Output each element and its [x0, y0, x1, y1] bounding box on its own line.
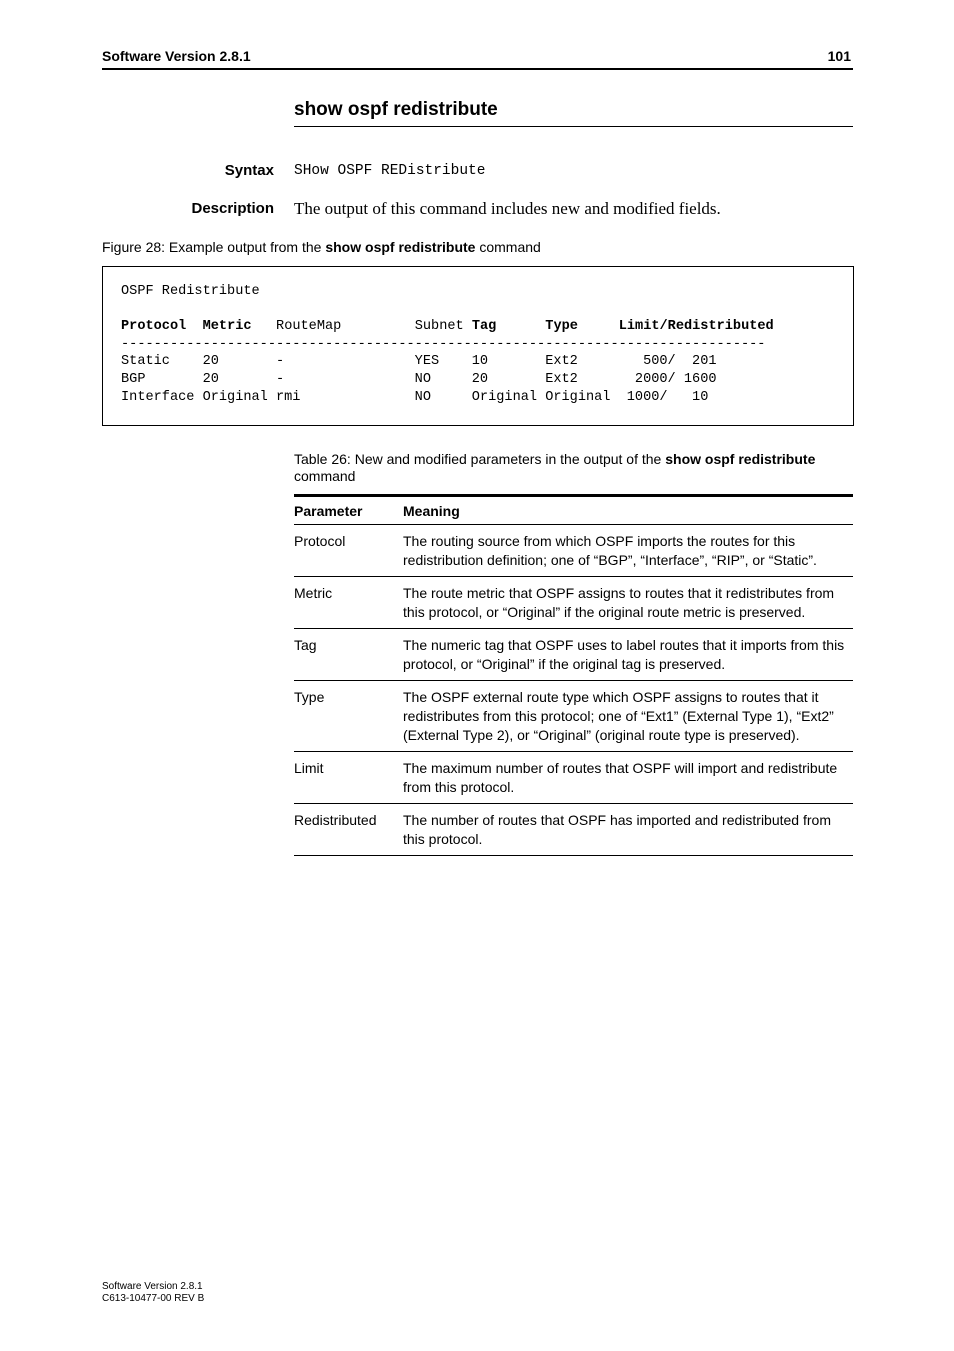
table-cell-parameter: Type — [294, 689, 325, 705]
table-cell-meaning: The routing source from which OSPF imports the routes for this redistribution definition; one of “BGP”, “Interface”, “RIP”, or “Static”. — [403, 533, 817, 568]
column-header-parameter: Parameter — [294, 503, 363, 519]
footer-version: Software Version 2.8.1 — [102, 1281, 203, 1292]
code-row-static: Static 20 - YES 10 Ext2 500/ 201 — [121, 354, 717, 369]
table-row — [294, 629, 853, 681]
code-row-interface: Interface Original rmi NO Original Original 1000/ 10 — [121, 390, 709, 405]
code-title: OSPF Redistribute — [121, 284, 260, 299]
table-cell-parameter: Tag — [294, 637, 317, 653]
figure-output-box — [102, 266, 854, 426]
code-header-row — [121, 318, 774, 336]
figure-caption-command: show ospf redistribute — [325, 239, 476, 255]
table-caption — [294, 451, 854, 485]
table-caption-prefix: Table 26: New and modified parameters in the output of the — [294, 451, 666, 467]
code-header-protocol: Protocol — [121, 319, 187, 334]
table-row — [294, 681, 853, 752]
code-header-type: Type — [545, 319, 578, 334]
header-rule — [102, 68, 853, 70]
section-title: show ospf redistribute — [294, 99, 498, 120]
code-separator: ------------------------------------------------------------------------------- — [121, 337, 766, 352]
code-header-tag: Tag — [471, 319, 497, 334]
code-header-routemap: RouteMap — [276, 319, 342, 334]
table-cell-meaning: The number of routes that OSPF has imported and redistributed from this protocol. — [403, 812, 831, 847]
table-row — [294, 752, 853, 804]
table-header-row — [294, 496, 853, 525]
table-cell-parameter: Limit — [294, 760, 324, 776]
code-header-subnet: Subnet — [414, 319, 464, 334]
table-caption-command: show ospf redistribute — [665, 451, 816, 467]
column-header-meaning: Meaning — [403, 503, 460, 519]
code-header-limit: Limit/Redistributed — [618, 319, 774, 334]
section-title-rule — [294, 126, 853, 127]
description-text: The output of this command includes new and modified fields. — [294, 199, 721, 218]
table-cell-meaning: The route metric that OSPF assigns to routes that it redistributes from this protocol, or “Original” if the original route metric is preserved. — [403, 585, 835, 620]
figure-caption-suffix: command — [475, 239, 541, 255]
table-row — [294, 577, 853, 629]
running-header-title: Software Version 2.8.1 — [102, 48, 251, 64]
table-cell-parameter: Protocol — [294, 533, 346, 549]
description-label: Description — [191, 200, 274, 217]
syntax-value: SHow OSPF REDistribute — [294, 163, 486, 179]
table-cell-meaning: The numeric tag that OSPF uses to label routes that it imports from this protocol, or “Original” if the original tag is preserved. — [403, 637, 845, 672]
figure-caption — [102, 239, 541, 255]
table-cell-parameter: Redistributed — [294, 812, 377, 828]
syntax-label: Syntax — [224, 162, 274, 179]
table-cell-meaning: The maximum number of routes that OSPF will import and redistribute from this protocol. — [403, 760, 838, 795]
table-caption-suffix: command — [294, 468, 356, 484]
page-number: 101 — [827, 48, 851, 64]
table-cell-parameter: Metric — [294, 585, 333, 601]
table-row — [294, 804, 853, 856]
figure-caption-prefix: Figure 28: Example output from the — [102, 239, 326, 255]
code-header-metric: Metric — [202, 319, 252, 334]
footer-doc-number: C613-10477-00 REV B — [102, 1293, 205, 1304]
table-row — [294, 525, 853, 577]
table-cell-meaning: The OSPF external route type which OSPF assigns to routes that it redistributes from this protocol; one of “Ext1” (External Type 1), “Ext2” (External Type 2), or “Original” (original route type is preserved). — [403, 689, 834, 743]
parameters-table — [294, 494, 853, 856]
code-row-bgp: BGP 20 - NO 20 Ext2 2000/ 1600 — [121, 372, 717, 387]
